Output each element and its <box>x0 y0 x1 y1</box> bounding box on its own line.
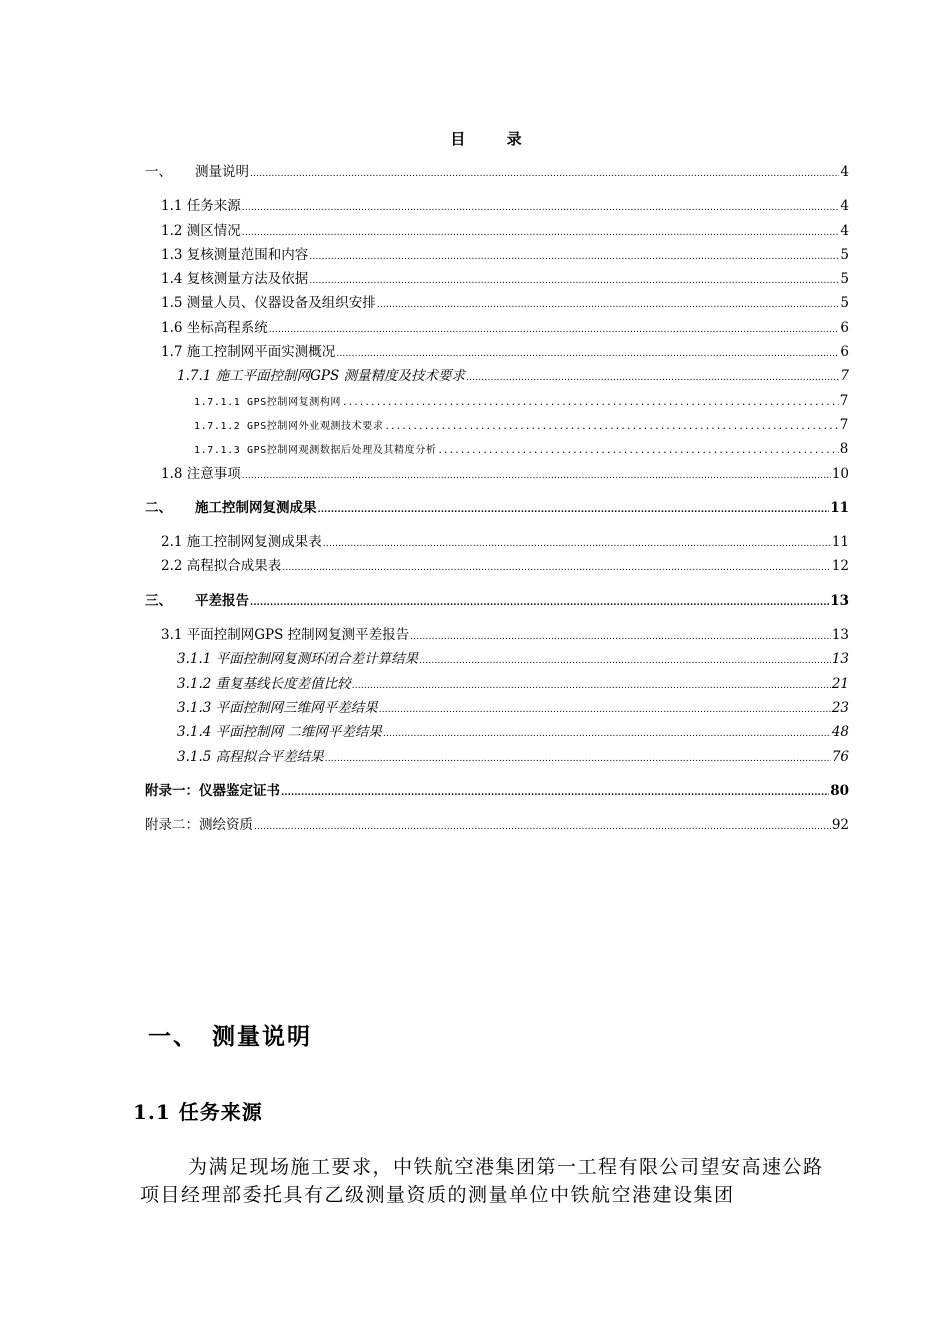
toc-entry-label <box>177 745 324 769</box>
toc-entry-text: 平差报告 <box>195 592 249 609</box>
toc-entry-text: 2.1 施工控制网复测成果表 <box>161 534 322 551</box>
toc-entry[interactable] <box>145 696 849 720</box>
toc-entry-text: 1.4 复核测量方法及依据 <box>161 271 309 288</box>
toc-entry[interactable] <box>145 413 849 437</box>
toc-entry[interactable] <box>145 745 849 769</box>
toc-title: 目 录 <box>450 130 540 148</box>
toc-leader-dots <box>377 293 840 315</box>
toc-leader-dots <box>242 464 831 486</box>
toc-leader-dots <box>383 722 831 744</box>
toc-entry-page: 8 <box>839 441 849 458</box>
toc-entry-text: 1.1 任务来源 <box>161 198 241 215</box>
toc-entry[interactable] <box>145 462 849 486</box>
toc-entry[interactable] <box>145 364 849 388</box>
toc-entry-text: 1.7.1.1 GPS控制网复测构网 <box>194 396 342 408</box>
toc-leader-dots <box>242 221 840 243</box>
toc-entry-text: 1.7 施工控制网平面实测概况 <box>161 344 336 361</box>
toc-entry-page: 4 <box>840 222 849 239</box>
toc-leader-dots <box>466 366 839 388</box>
toc-entry-text: 3.1.2 重复基线长度差值比较 <box>177 675 351 692</box>
toc-entry-label <box>161 194 241 218</box>
section-heading <box>148 1018 312 1051</box>
toc-entry-label <box>194 391 341 413</box>
toc-leader-dots <box>250 591 829 613</box>
toc-entry-page: 6 <box>840 319 849 336</box>
toc-entry-page: 13 <box>831 627 849 644</box>
toc-entry-label <box>177 696 378 720</box>
toc-entry-label <box>194 415 383 437</box>
toc-entry-text: 2.2 高程拟合成果表 <box>161 558 282 575</box>
toc-entry-text: 1.8 注意事项 <box>161 465 241 482</box>
toc-entry-text: 3.1.5 高程拟合平差结果 <box>177 748 324 765</box>
toc-entry-page: 10 <box>831 465 849 482</box>
toc-entry-text: 3.1.4 平面控制网 二维网平差结果 <box>177 724 382 741</box>
toc-entry-label <box>161 623 409 647</box>
toc-entry-page: 23 <box>831 699 849 716</box>
toc-entry[interactable] <box>145 243 849 267</box>
toc-leader-dots <box>254 815 831 837</box>
toc-entry[interactable] <box>145 623 849 647</box>
toc-leader-dots <box>282 556 831 578</box>
toc-entry-number: 一、 <box>145 164 172 180</box>
body-paragraph <box>140 1153 840 1209</box>
toc-entry-label <box>161 340 335 364</box>
toc-entry[interactable] <box>145 160 849 184</box>
toc-entry-page: 5 <box>840 271 849 288</box>
toc-leader-dots <box>269 318 840 340</box>
toc-entry-page: 13 <box>831 651 849 668</box>
toc-entry-text: 附录一：仪器鉴定证书 <box>145 782 280 799</box>
toc-entry-label <box>145 779 280 803</box>
toc-entry-text: 1.2 测区情况 <box>161 222 241 239</box>
toc-entry-label <box>161 530 322 554</box>
toc-entry-page: 4 <box>840 164 849 180</box>
toc-leader-dots <box>318 498 830 520</box>
toc-entry-text: 3.1 平面控制网GPS 控制网复测平差报告 <box>161 627 410 644</box>
toc-entry-text: 3.1.1 平面控制网复测环闭合差计算结果 <box>177 651 419 668</box>
toc-entry-page: 6 <box>840 344 849 361</box>
toc-leader-dots <box>410 625 831 647</box>
toc-entry-page: 48 <box>831 724 849 741</box>
toc-entry[interactable] <box>145 720 849 744</box>
toc-entry-label <box>145 813 253 837</box>
toc-entry-text: 1.7.1 施工平面控制网GPS 测量精度及技术要求 <box>177 368 466 385</box>
toc-entry-number: 二、 <box>145 499 172 516</box>
toc-entry-number: 三、 <box>145 592 172 609</box>
toc-entry-page: 7 <box>839 392 849 409</box>
toc-entry-label <box>161 243 308 267</box>
toc-entry[interactable] <box>145 672 849 696</box>
toc-leader-dots <box>419 649 831 671</box>
toc-entry-label <box>145 160 249 184</box>
toc-entry[interactable] <box>145 219 849 243</box>
toc-entry-page: 92 <box>831 817 849 834</box>
toc-entry[interactable] <box>145 340 849 364</box>
toc-entry[interactable] <box>145 647 849 671</box>
table-of-contents <box>145 160 849 837</box>
toc-leader-dots <box>281 781 829 803</box>
toc-entry-label <box>161 267 308 291</box>
section-title: 测量说明 <box>212 1023 312 1050</box>
toc-entry[interactable] <box>145 291 849 315</box>
toc-entry-text: 1.5 测量人员、仪器设备及组织安排 <box>161 295 376 312</box>
toc-entry-text: 附录二：测绘资质 <box>145 817 253 834</box>
toc-leader-dots <box>342 391 839 413</box>
toc-entry[interactable] <box>145 779 849 803</box>
toc-entry-text: 1.3 复核测量范围和内容 <box>161 246 309 263</box>
toc-leader-dots <box>242 196 840 218</box>
toc-leader-dots <box>309 269 839 291</box>
toc-entry[interactable] <box>145 437 849 461</box>
section-number: 一、 <box>148 1023 198 1050</box>
toc-entry[interactable] <box>145 316 849 340</box>
toc-entry-text: 测量说明 <box>195 164 249 180</box>
toc-entry[interactable] <box>145 554 849 578</box>
toc-entry-page: 4 <box>840 198 849 215</box>
toc-entry-label <box>145 496 317 520</box>
toc-entry-page: 11 <box>830 499 849 516</box>
toc-entry-label <box>161 554 281 578</box>
toc-entry-page: 76 <box>831 748 849 765</box>
toc-entry-label <box>177 672 351 696</box>
toc-entry-label <box>161 462 241 486</box>
toc-entry[interactable] <box>145 589 849 613</box>
toc-leader-dots <box>325 747 831 769</box>
toc-entry[interactable] <box>145 530 849 554</box>
toc-entry-page: 5 <box>840 295 849 312</box>
toc-entry-label <box>161 291 376 315</box>
toc-entry[interactable] <box>145 194 849 218</box>
toc-entry[interactable] <box>145 496 849 520</box>
toc-entry-page: 80 <box>830 782 849 799</box>
toc-leader-dots <box>384 415 838 437</box>
toc-entry-label <box>161 219 241 243</box>
toc-entry-page: 7 <box>839 416 849 433</box>
toc-entry-label <box>177 647 418 671</box>
toc-entry-text: 1.6 坐标高程系统 <box>161 319 268 336</box>
toc-leader-dots <box>437 439 838 461</box>
toc-entry-page: 7 <box>840 368 849 385</box>
toc-entry-text: 施工控制网复测成果 <box>195 499 317 516</box>
toc-entry-page: 21 <box>831 675 849 692</box>
toc-leader-dots <box>323 532 831 554</box>
toc-entry-label <box>177 364 465 388</box>
toc-leader-dots <box>250 162 839 184</box>
toc-leader-dots <box>336 342 839 364</box>
toc-entry[interactable] <box>145 389 849 413</box>
toc-entry-page: 12 <box>831 558 849 575</box>
toc-leader-dots <box>352 674 831 696</box>
toc-entry-text: 1.7.1.3 GPS控制网观测数据后处理及其精度分析 <box>194 445 437 457</box>
toc-entry-page: 13 <box>830 592 849 609</box>
toc-entry[interactable] <box>145 813 849 837</box>
paragraph-text: 为满足现场施工要求，中铁航空港集团第一工程有限公司望安高速公路项目经理部委托具有乙级测量资质的测量单位中铁航空港建设集团 <box>140 1156 824 1206</box>
subsection-heading: 1.1 任务来源 <box>133 1100 263 1124</box>
toc-entry-text: 1.7.1.2 GPS控制网外业观测技术要求 <box>194 420 384 432</box>
toc-entry-label <box>177 720 382 744</box>
toc-leader-dots <box>309 245 839 267</box>
toc-entry-text: 3.1.3 平面控制网三维网平差结果 <box>177 699 378 716</box>
toc-entry[interactable] <box>145 267 849 291</box>
toc-entry-label <box>145 589 249 613</box>
toc-leader-dots <box>379 698 831 720</box>
toc-entry-page: 11 <box>831 534 849 551</box>
toc-entry-label <box>161 316 268 340</box>
toc-entry-page: 5 <box>840 246 849 263</box>
toc-entry-label <box>194 439 436 461</box>
